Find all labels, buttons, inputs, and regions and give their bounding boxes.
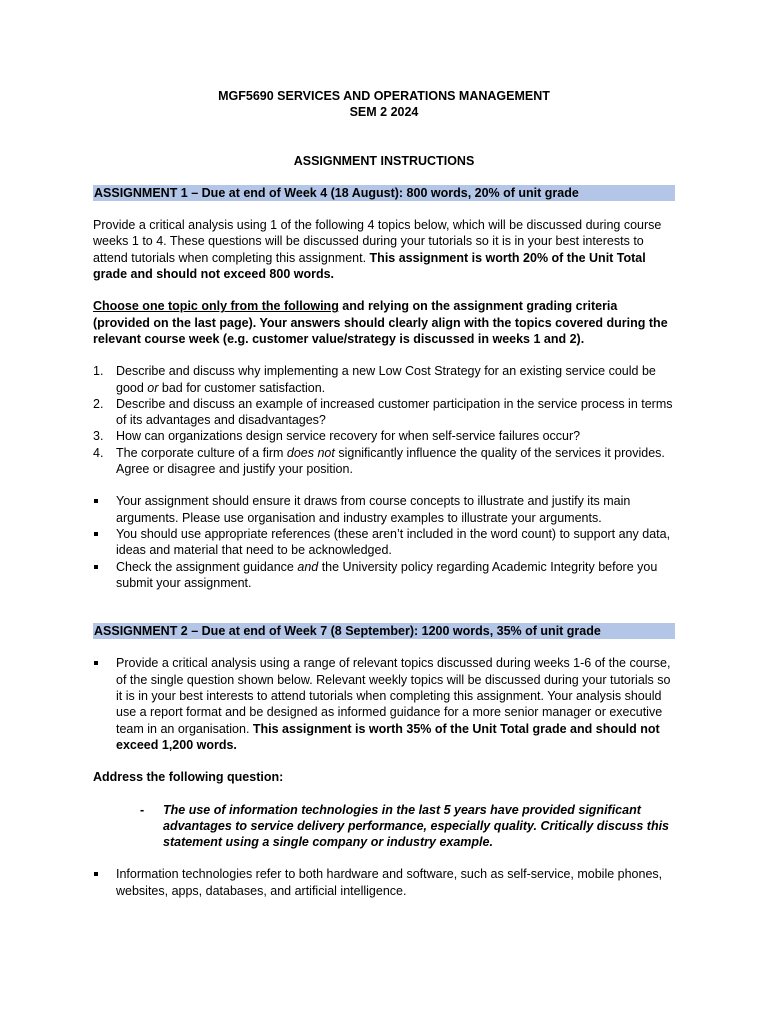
topic-list — [93, 363, 675, 477]
list-item: Provide a critical analysis using a range of relevant topics discussed during weeks 1-6 of the course, of the single question shown below. Relevant weekly topics will be discussed during your tutorials so it is in your best interests to attend tutorials when completing this assignment. Your analysis should use a report format and be designed as informed guidance for a more senior manager or executive team in an organisation. This assignment is worth 35% of the Unit Total grade and should not exceed 1,200 words. — [93, 655, 675, 753]
assignment2-bullets — [93, 655, 675, 753]
assignment1-heading: ASSIGNMENT 1 – Due at end of Week 4 (18 August): 800 words, 20% of unit grade — [93, 185, 675, 201]
square-bullet-icon — [94, 499, 98, 503]
assignment1-choose — [93, 298, 675, 347]
list-item: Your assignment should ensure it draws from course concepts to illustrate and justify its main arguments. Please use organisation and industry examples to illustrate your arguments. — [93, 493, 675, 526]
question-text: The use of information technologies in the last 5 years have provided significant advantages to service delivery performance, especially quality. Critically discuss this statement using a single company or industry example. — [163, 802, 670, 850]
semester: SEM 2 2024 — [349, 105, 419, 120]
assignment1-intro — [93, 217, 675, 282]
guidance-bullets — [93, 493, 675, 591]
list-item: Check the assignment guidance and the University policy regarding Academic Integrity before you submit your assignment. — [93, 559, 675, 592]
list-number: 3. — [93, 429, 104, 444]
choose-rest: and relying on the assignment grading criteria (provided on the last page). Your answers should clearly align with the topics covered during the relevant course week (e.g. customer value/strategy is discussed in weeks 1 and 2). — [93, 299, 668, 346]
list-number: 2. — [93, 396, 104, 411]
list-item: You should use appropriate references (these aren’t included in the word count) to support any data, ideas and material that need to be acknowledged. — [93, 526, 675, 559]
assignment1-intro-bold: This assignment is worth 20% of the Unit Total grade and should not exceed 800 words. — [93, 250, 646, 282]
assignment2-question — [93, 802, 675, 851]
square-bullet-icon — [94, 565, 98, 569]
square-bullet-icon — [94, 872, 98, 876]
list-item: 3. How can organizations design service recovery for when self-service failures occur? — [93, 429, 581, 444]
square-bullet-icon — [94, 661, 98, 665]
list-item: 1. Describe and discuss why implementing a new Low Cost Strategy for an existing service could be good or bad for customer satisfaction. — [93, 364, 656, 395]
course-title: MGF5690 SERVICES AND OPERATIONS MANAGEMENT — [218, 89, 550, 103]
document-body — [93, 88, 675, 899]
document-title: ASSIGNMENT INSTRUCTIONS — [293, 153, 475, 168]
assignment1-intro-text: Provide a critical analysis using 1 of the following 4 topics below, which will be discussed during course weeks 1 to 4. These questions will be discussed during your tutorials so it is in your best interests to attend tutorials when completing this assignment. — [93, 218, 662, 265]
assignment2-heading: ASSIGNMENT 2 – Due at end of Week 7 (8 September): 1200 words, 35% of unit grade — [93, 623, 675, 639]
address-label: Address the following question: — [93, 770, 284, 785]
list-number: 4. — [93, 445, 104, 460]
square-bullet-icon — [94, 532, 98, 536]
list-item: 4. The corporate culture of a firm does not significantly influence the quality of the services it provides. Agree or disagree and justify your position. — [93, 445, 665, 477]
list-number: 1. — [93, 364, 104, 379]
list-item: Information technologies refer to both hardware and software, such as self-service, mobile phones, websites, apps, databases, and artificial intelligence. — [93, 866, 675, 899]
assignment2-note — [93, 866, 675, 899]
list-item: 2. Describe and discuss an example of increased customer participation in the service process in terms of its advantages and disadvantages? — [93, 396, 673, 428]
dash-bullet: - — [140, 802, 145, 817]
choose-underlined: Choose one topic only from the following — [93, 299, 339, 314]
